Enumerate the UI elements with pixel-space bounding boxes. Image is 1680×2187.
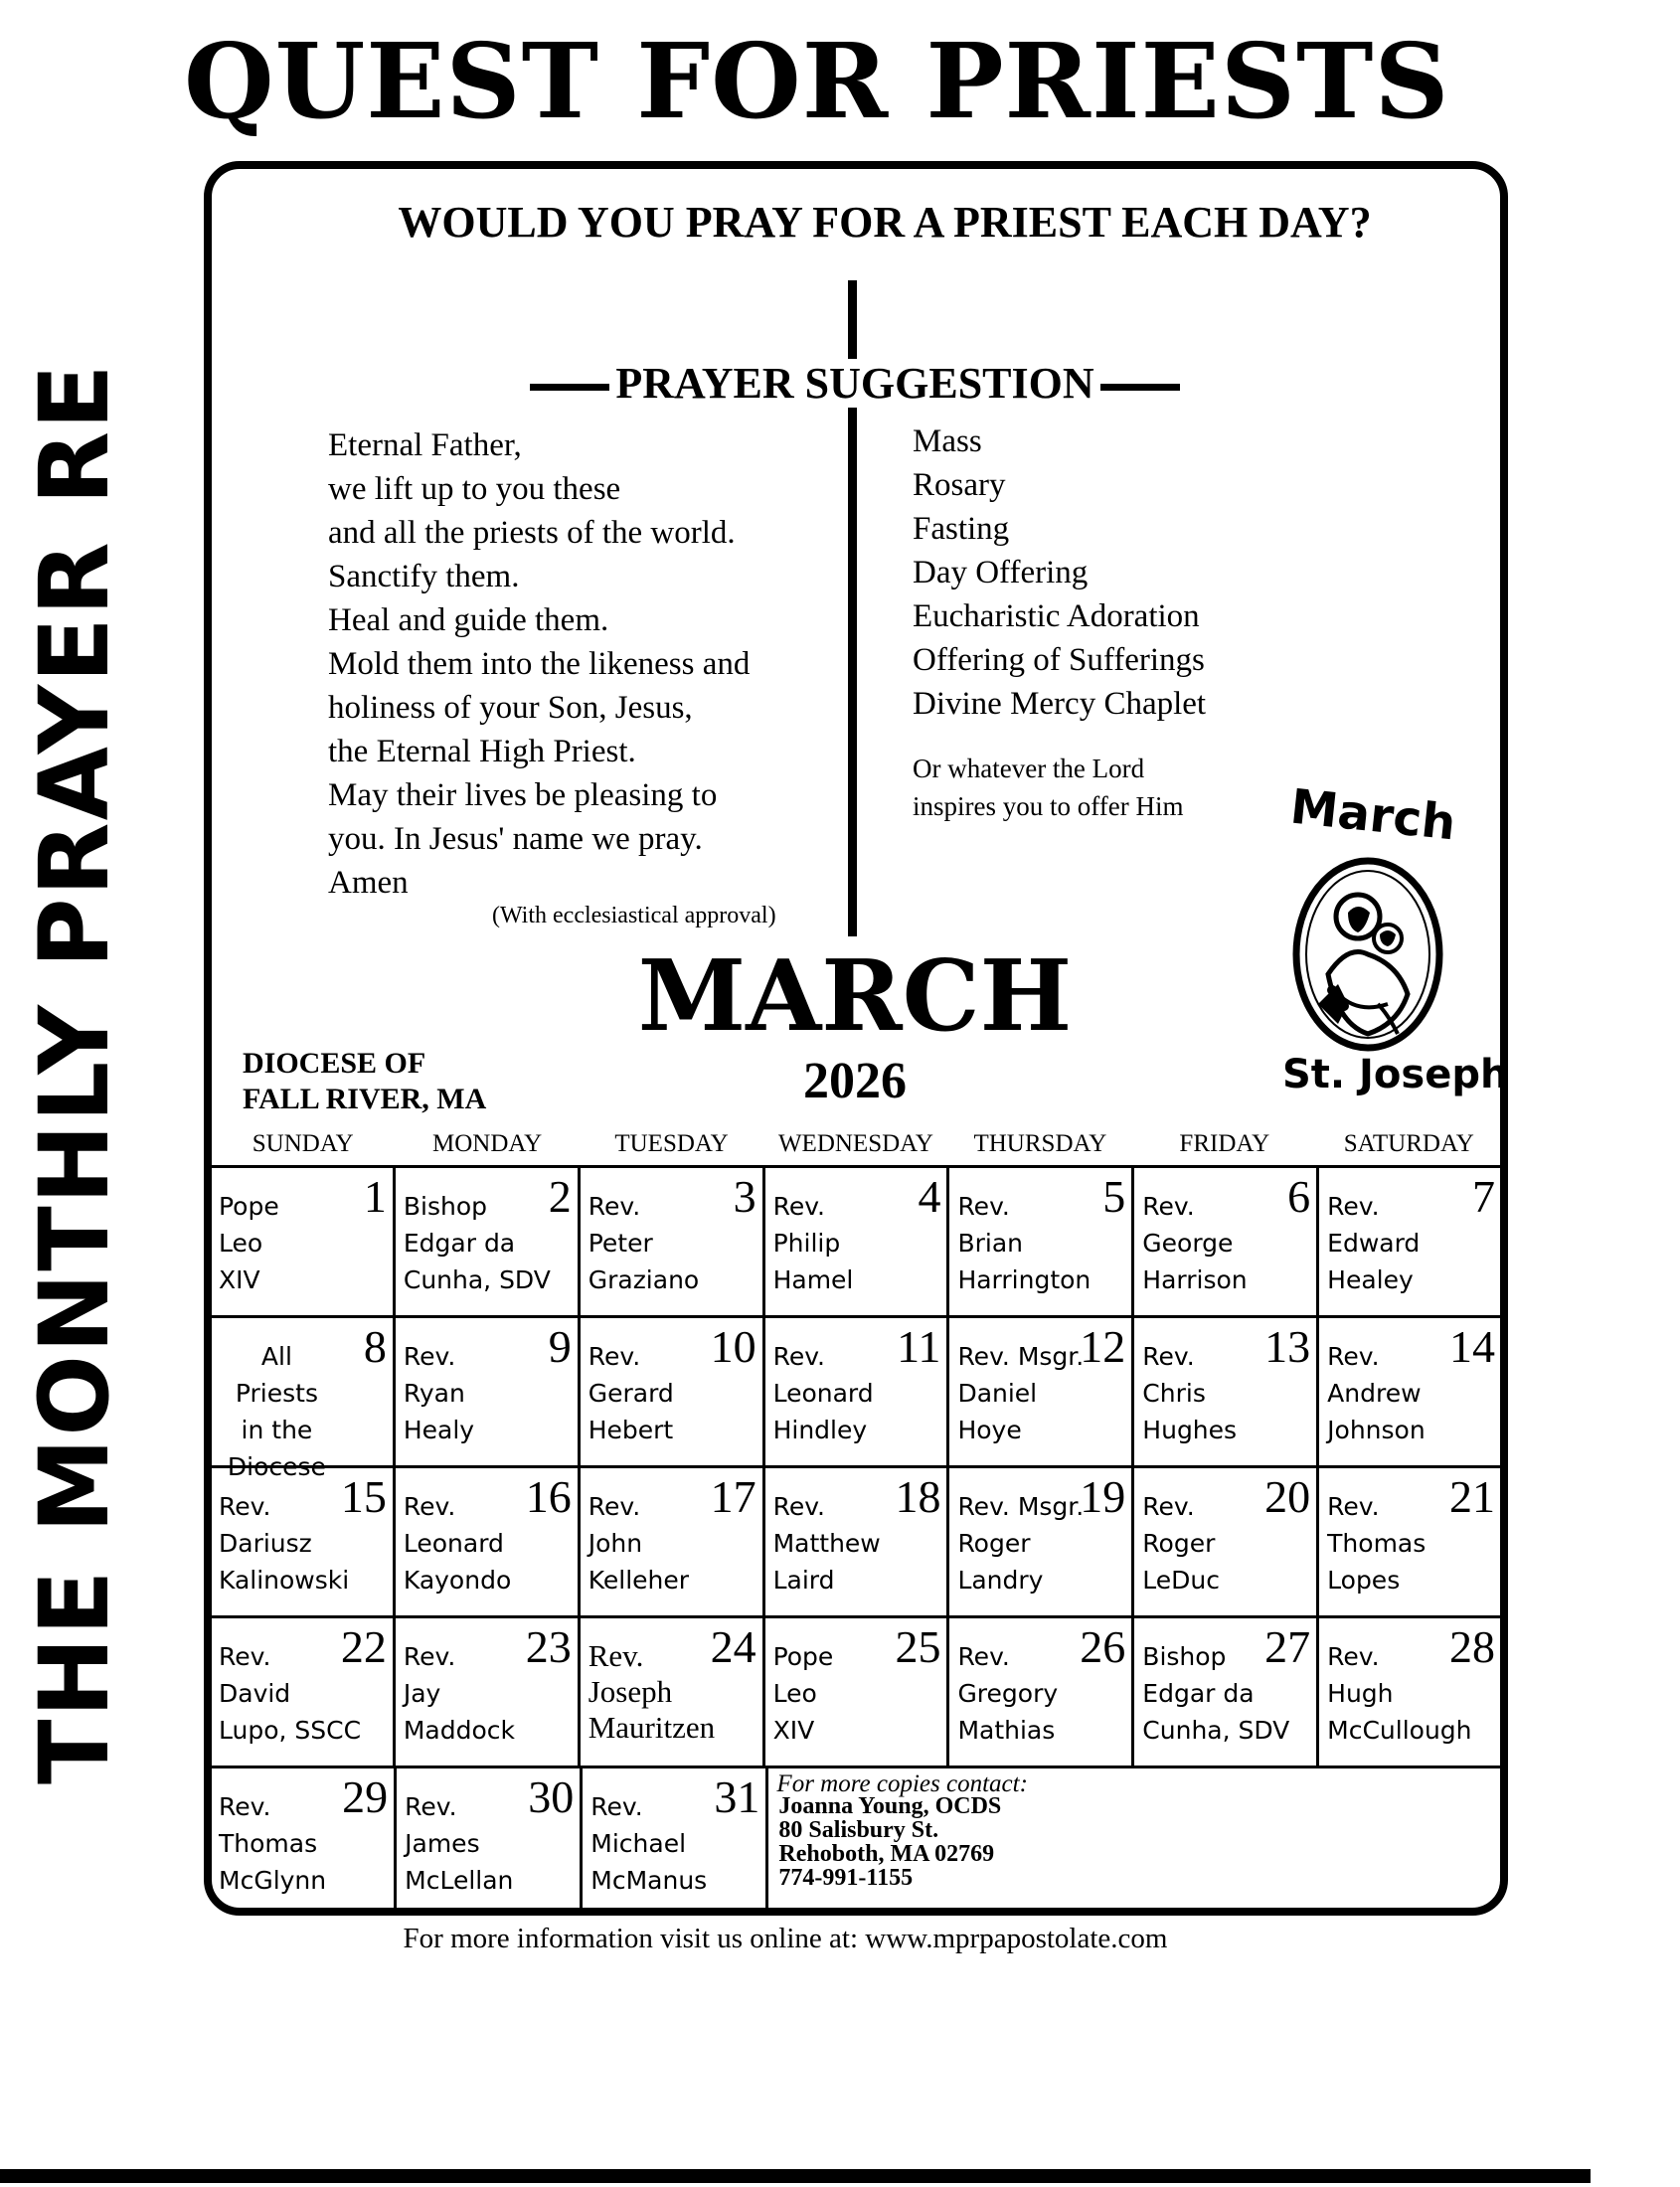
calendar-month: MARCH bbox=[637, 939, 1073, 1054]
prayer-line: you. In Jesus' name we pray. bbox=[328, 821, 703, 857]
calendar-day-cell bbox=[580, 1768, 765, 1916]
weekday-saturday: SATURDAY bbox=[1343, 1130, 1474, 1157]
weekday-thursday: THURSDAY bbox=[973, 1130, 1107, 1157]
contact-details: Joanna Young, OCDS 80 Salisbury St. Rehoboth, MA 02769 774-991-1155 bbox=[778, 1793, 1002, 1891]
way-item: Rosary bbox=[913, 467, 1006, 503]
priest-name: Rev. Edward Healey bbox=[1327, 1192, 1421, 1294]
calendar-week bbox=[211, 1465, 1501, 1615]
day-number: 5 bbox=[1102, 1171, 1126, 1222]
st-joseph-image bbox=[1288, 855, 1447, 1054]
question-heading: WOULD YOU PRAY FOR A PRIEST EACH DAY? bbox=[398, 198, 1372, 247]
priest-name: Rev. Leonard Hindley bbox=[772, 1342, 874, 1444]
calendar-day-cell bbox=[394, 1768, 580, 1916]
priest-name: Rev. Thomas Lopes bbox=[1327, 1492, 1427, 1595]
calendar-day-cell bbox=[762, 1168, 947, 1315]
day-number: 10 bbox=[710, 1321, 756, 1372]
calendar-day-cell bbox=[211, 1318, 393, 1481]
prayer-line: Mold them into the likeness and bbox=[328, 646, 751, 682]
prayer-line: the Eternal High Priest. bbox=[328, 734, 636, 769]
priest-name: Rev. Brian Harrington bbox=[957, 1192, 1092, 1294]
priest-name: Rev. John Kelleher bbox=[588, 1492, 690, 1595]
calendar-day-cell bbox=[1131, 1618, 1316, 1766]
day-number: 17 bbox=[710, 1471, 756, 1522]
day-number: 15 bbox=[340, 1471, 387, 1522]
priest-name: Rev. Roger LeDuc bbox=[1142, 1492, 1221, 1595]
priest-name: Rev. Joseph Mauritzen bbox=[588, 1638, 716, 1745]
calendar-day-cell bbox=[1131, 1318, 1316, 1465]
priest-name: Bishop Edgar da Cunha, SDV bbox=[1142, 1642, 1290, 1745]
priest-name: Rev. Hugh McCullough bbox=[1327, 1642, 1472, 1745]
calendar-day-cell bbox=[211, 1618, 393, 1766]
day-number: 27 bbox=[1264, 1621, 1311, 1672]
priest-name: Rev. Matthew Laird bbox=[772, 1492, 881, 1595]
calendar-day-cell bbox=[578, 1318, 762, 1465]
priest-name: Rev. Thomas McGlynn bbox=[219, 1792, 327, 1895]
prayer-text bbox=[328, 423, 750, 905]
prayer-line: Amen bbox=[328, 865, 409, 901]
calendar-day-cell bbox=[762, 1618, 947, 1766]
calendar-day-cell bbox=[578, 1168, 762, 1315]
weekday-sunday: SUNDAY bbox=[252, 1130, 354, 1157]
way-item: Day Offering bbox=[913, 555, 1089, 590]
day-number: 13 bbox=[1264, 1321, 1311, 1372]
calendar-day-cell bbox=[393, 1168, 578, 1315]
way-item: Mass bbox=[913, 423, 982, 459]
calendar-day-cell bbox=[211, 1468, 393, 1615]
prayer-suggestion-heading bbox=[467, 356, 1243, 412]
calendar-week bbox=[211, 1615, 1501, 1766]
diocese-line: FALL RIVER, MA bbox=[243, 1083, 487, 1115]
day-number: 8 bbox=[363, 1321, 387, 1372]
saint-name: St. Joseph bbox=[1282, 1052, 1509, 1097]
day-number: 3 bbox=[733, 1171, 756, 1222]
footer-info: For more information visit us online at: www.mprpapostolate.com bbox=[403, 1923, 1168, 1954]
heading-rule-left bbox=[530, 384, 609, 391]
weekday-friday: FRIDAY bbox=[1179, 1130, 1270, 1157]
day-number: 9 bbox=[548, 1321, 572, 1372]
way-item: Divine Mercy Chaplet bbox=[913, 686, 1207, 722]
priest-name: Rev. Gregory Mathias bbox=[957, 1642, 1059, 1745]
prayer-line: May their lives be pleasing to bbox=[328, 777, 718, 813]
way-item: Offering of Sufferings bbox=[913, 642, 1205, 678]
diocese-label bbox=[243, 1046, 486, 1117]
calendar-day-cell bbox=[946, 1468, 1131, 1615]
prayer-ways-list bbox=[913, 420, 1206, 726]
calendar-grid bbox=[211, 1123, 1501, 1916]
approval-note: (With ecclesiastical approval) bbox=[492, 903, 776, 928]
calendar-day-cell bbox=[1131, 1168, 1316, 1315]
weekday-monday: MONDAY bbox=[432, 1130, 543, 1157]
priest-name: Rev. Michael McManus bbox=[590, 1792, 708, 1895]
calendar-day-cell bbox=[946, 1618, 1131, 1766]
prayer-suggestion-text: PRAYER SUGGESTION bbox=[615, 359, 1094, 408]
day-number: 4 bbox=[918, 1171, 941, 1222]
day-number: 30 bbox=[528, 1771, 575, 1822]
day-number: 23 bbox=[525, 1621, 572, 1672]
day-number: 6 bbox=[1287, 1171, 1311, 1222]
weekday-header bbox=[211, 1123, 1501, 1165]
day-number: 18 bbox=[895, 1471, 941, 1522]
calendar-day-cell bbox=[211, 1768, 394, 1916]
prayer-line: we lift up to you these bbox=[328, 471, 621, 507]
prayer-line: Sanctify them. bbox=[328, 559, 520, 594]
day-number: 24 bbox=[710, 1621, 756, 1672]
priest-name: Rev. Dariusz Kalinowski bbox=[219, 1492, 350, 1595]
day-number: 2 bbox=[548, 1171, 572, 1222]
priest-name: Pope Leo XIV bbox=[772, 1642, 834, 1745]
calendar-day-cell bbox=[762, 1318, 947, 1465]
calendar-day-cell bbox=[211, 1168, 393, 1315]
calendar-day-cell bbox=[393, 1318, 578, 1465]
day-number: 22 bbox=[340, 1621, 387, 1672]
day-number: 31 bbox=[714, 1771, 760, 1822]
diocese-line: DIOCESE OF bbox=[243, 1047, 426, 1080]
side-title: THE MONTHLY PRAYER RE bbox=[19, 362, 130, 1784]
weekday-tuesday: TUESDAY bbox=[614, 1130, 729, 1157]
saint-month-label: March bbox=[1287, 778, 1458, 852]
day-number: 28 bbox=[1449, 1621, 1496, 1672]
day-number: 14 bbox=[1449, 1321, 1496, 1372]
whatever-note bbox=[913, 750, 1183, 825]
calendar-day-cell bbox=[946, 1318, 1131, 1465]
day-number: 16 bbox=[525, 1471, 572, 1522]
priest-name: Rev. David Lupo, SSCC bbox=[219, 1642, 362, 1745]
day-number: 29 bbox=[342, 1771, 389, 1822]
priest-name: Rev. Chris Hughes bbox=[1142, 1342, 1238, 1444]
day-number: 21 bbox=[1449, 1471, 1496, 1522]
priest-name: Rev. Leonard Kayondo bbox=[403, 1492, 512, 1595]
calendar-day-cell bbox=[393, 1468, 578, 1615]
weekday-wednesday: WEDNESDAY bbox=[777, 1130, 933, 1157]
day-number: 20 bbox=[1264, 1471, 1311, 1522]
priest-name: All Priests in the Diocese bbox=[227, 1342, 326, 1481]
day-number: 25 bbox=[895, 1621, 941, 1672]
whatever-line: Or whatever the Lord bbox=[913, 754, 1145, 783]
priest-name: Bishop Edgar da Cunha, SDV bbox=[403, 1192, 551, 1294]
calendar-week bbox=[211, 1766, 1501, 1916]
calendar-year: 2026 bbox=[803, 1053, 907, 1109]
calendar-day-cell bbox=[1316, 1318, 1501, 1465]
calendar-week bbox=[211, 1315, 1501, 1481]
contact-info bbox=[765, 1768, 1501, 1916]
day-number: 11 bbox=[897, 1321, 941, 1372]
calendar-day-cell bbox=[762, 1468, 947, 1615]
way-item: Eucharistic Adoration bbox=[913, 598, 1200, 634]
priest-name: Rev. Philip Hamel bbox=[772, 1192, 854, 1294]
day-number: 12 bbox=[1080, 1321, 1126, 1372]
prayer-line: and all the priests of the world. bbox=[328, 515, 736, 551]
priest-name: Pope Leo XIV bbox=[219, 1192, 279, 1294]
prayer-line: Eternal Father, bbox=[328, 427, 522, 463]
calendar-day-cell bbox=[578, 1468, 762, 1615]
priest-name: Rev. Andrew Johnson bbox=[1327, 1342, 1426, 1444]
calendar-day-cell bbox=[578, 1618, 762, 1766]
day-number: 26 bbox=[1080, 1621, 1126, 1672]
calendar-day-cell bbox=[1316, 1168, 1501, 1315]
priest-name: Rev. Jay Maddock bbox=[403, 1642, 516, 1745]
priest-name: Rev. James McLellan bbox=[405, 1792, 514, 1895]
prayer-line: Heal and guide them. bbox=[328, 602, 609, 638]
calendar-weeks bbox=[211, 1165, 1501, 1916]
priest-name: Rev. Gerard Hebert bbox=[588, 1342, 674, 1444]
priest-name: Rev. Peter Graziano bbox=[588, 1192, 700, 1294]
calendar-day-cell bbox=[1131, 1468, 1316, 1615]
priest-name: Rev. George Harrison bbox=[1142, 1192, 1248, 1294]
contact-label: For more copies contact: bbox=[776, 1770, 1028, 1797]
calendar-day-cell bbox=[1316, 1618, 1501, 1766]
heading-rule-right bbox=[1100, 384, 1180, 391]
priest-name: Rev. Msgr. Daniel Hoye bbox=[957, 1342, 1085, 1444]
calendar-day-cell bbox=[946, 1168, 1131, 1315]
calendar-day-cell bbox=[1316, 1468, 1501, 1615]
whatever-line: inspires you to offer Him bbox=[913, 791, 1184, 821]
top-title: QUEST FOR PRIESTS bbox=[184, 20, 1450, 142]
calendar-week bbox=[211, 1165, 1501, 1315]
way-item: Fasting bbox=[913, 511, 1010, 547]
day-number: 7 bbox=[1472, 1171, 1496, 1222]
day-number: 1 bbox=[363, 1171, 387, 1222]
day-number: 19 bbox=[1080, 1471, 1126, 1522]
priest-name: Rev. Ryan Healy bbox=[403, 1342, 475, 1444]
priest-name: Rev. Msgr. Roger Landry bbox=[957, 1492, 1085, 1595]
bottom-strip bbox=[0, 2169, 1591, 2183]
calendar-day-cell bbox=[393, 1618, 578, 1766]
prayer-line: holiness of your Son, Jesus, bbox=[328, 690, 693, 726]
